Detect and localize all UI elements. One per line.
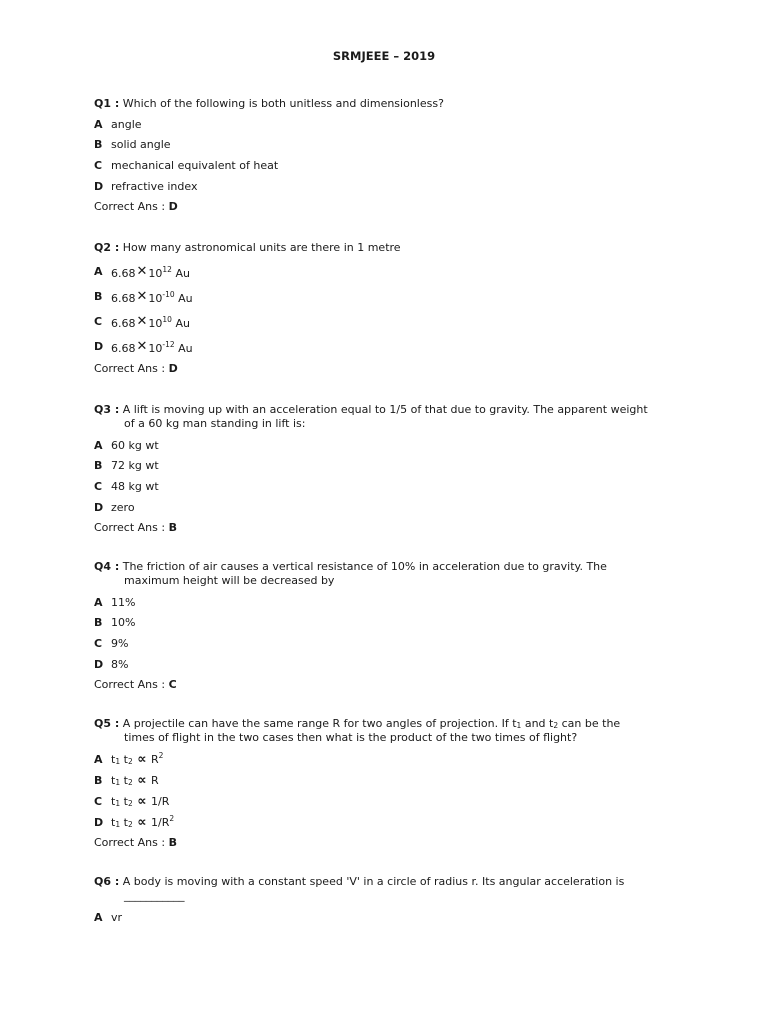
question-text: A body is moving with a constant speed 'V' in a circle of radius r. Its angular acceleration is: [122, 875, 625, 888]
proportional-icon: ∝: [137, 794, 147, 809]
option-b: B $t_1$ $t_2 \propto R$: [94, 773, 159, 788]
times-icon: ✕: [136, 339, 148, 354]
option-d: D $6.68✕10^{-12}$ Au: [94, 339, 193, 355]
option-b: B solid angle: [94, 138, 171, 151]
correct-answer: Correct Ans : C: [94, 678, 177, 691]
question-text: Which of the following is both unitless and dimensionless?: [122, 97, 444, 110]
question-number: Q5 :: [94, 717, 120, 730]
option-c: C 48 kg wt: [94, 480, 159, 493]
option-a: A 60 kg wt: [94, 439, 159, 452]
question-text-continued: of a 60 kg man standing in lift is:: [124, 417, 306, 430]
correct-answer: Correct Ans : D: [94, 362, 178, 375]
question-number: Q2 :: [94, 241, 120, 254]
option-a: A angle: [94, 118, 142, 131]
question-number: Q1 :: [94, 97, 120, 110]
option-b: B 72 kg wt: [94, 459, 159, 472]
question-4: [94, 560, 674, 692]
answer-blank: ___________: [124, 889, 185, 902]
option-d: D 8%: [94, 658, 129, 671]
option-a: A vr: [94, 911, 123, 924]
question-1: [94, 97, 674, 214]
question-number: Q4 :: [94, 560, 120, 573]
question-number: Q3 :: [94, 403, 120, 416]
option-d: D refractive index: [94, 180, 198, 193]
option-c: C $6.68✕10^{10}$ Au: [94, 314, 190, 330]
option-c: C $t_1$ $t_2 \propto 1/R$: [94, 794, 170, 809]
option-b: B 10%: [94, 616, 136, 629]
document-title: SRMJEEE – 2019: [332, 49, 436, 63]
question-5: [94, 717, 674, 850]
question-text-continued: times of flight in the two cases then what is the product of the two times of flight?: [124, 731, 578, 744]
proportional-icon: ∝: [137, 815, 147, 830]
times-icon: ✕: [136, 264, 148, 279]
question-text: A projectile can have the same range R for two angles of projection. If $t_1$ and $t_2$ can be the: [122, 717, 621, 730]
question-number: Q6 :: [94, 875, 120, 888]
question-text-continued: maximum height will be decreased by: [124, 574, 335, 587]
correct-answer: Correct Ans : B: [94, 521, 177, 534]
times-icon: ✕: [136, 289, 148, 304]
option-a: A $t_1$ $t_2 \propto R^2$: [94, 751, 164, 767]
question-text: How many astronomical units are there in 1 metre: [122, 241, 401, 254]
proportional-icon: ∝: [137, 752, 147, 767]
question-2: [94, 241, 674, 376]
correct-answer: Correct Ans : D: [94, 200, 178, 213]
option-a: A $6.68✕10^{12}$ Au: [94, 264, 190, 280]
question-text: The friction of air causes a vertical resistance of 10% in acceleration due to gravity. The: [122, 560, 607, 573]
option-d: D $t_1$ $t_2 \propto 1/R^2$: [94, 814, 175, 830]
proportional-icon: ∝: [137, 773, 147, 788]
correct-answer: Correct Ans : B: [94, 836, 177, 849]
question-3: [94, 403, 674, 535]
option-c: C mechanical equivalent of heat: [94, 159, 279, 172]
option-d: D zero: [94, 501, 135, 514]
times-icon: ✕: [136, 314, 148, 329]
question-6: [94, 875, 674, 925]
question-text: A lift is moving up with an acceleration equal to 1/5 of that due to gravity. The apparent weight: [122, 403, 648, 416]
option-c: C 9%: [94, 637, 129, 650]
option-a: A 11%: [94, 596, 136, 609]
option-b: B $6.68✕10^{-10}$ Au: [94, 289, 193, 305]
